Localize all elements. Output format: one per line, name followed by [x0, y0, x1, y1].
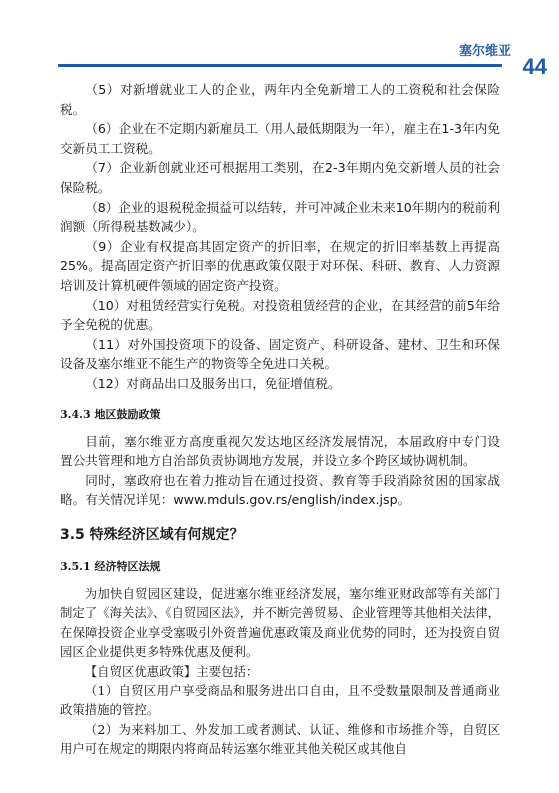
- free-zone-item-2: （2）为来料加工、外发加工或者测试、认证、维修和市场推介等，自贸区用户可在规定的期限内将商品转运塞尔维亚其他关税区或其他自: [60, 721, 500, 757]
- list-item-8: （8）企业的退税税金损益可以结转，并可冲减企业未来10年期内的税前利润额（所得税基数减少）。: [60, 199, 500, 235]
- list-item-11: （11）对外国投资项下的设备、固定资产、科研设备、建材、卫生和环保设备及塞尔维亚不能生产的物资等全免进口关税。: [60, 336, 500, 372]
- list-item-5: （5）对新增就业工人的企业，两年内全免新增工人的工资税和社会保险税。: [60, 82, 500, 117]
- list-item-12: （12）对商品出口及服务出口，免征增值税。: [85, 375, 341, 391]
- list-item-9: （9）企业有权提高其固定资产的折旧率，在规定的折旧率基数上再提高25%。提高固定资产折旧率的优惠政策仅限于对环保、科研、教育、人力资源培训及计算机硬件领域的固定资产投资。: [60, 238, 500, 293]
- header-rule: [58, 64, 502, 67]
- list-item-10: （10）对租赁经营实行免税。对投资租赁经营的企业，在其经营的前5年给予全免税的优惠。: [60, 297, 500, 333]
- section-heading-3-5: 3.5 特殊经济区域有何规定？: [60, 526, 244, 543]
- regional-policy-paragraph: 目前，塞尔维亚方高度重视欠发达地区经济发展情况，本届政府中专门设置公共管理和地方自治部负责协调地方发展，并设立多个跨区域协调机制。: [60, 433, 500, 469]
- section-heading-3-4-3: 3.4.3 地区鼓励政策: [60, 407, 161, 421]
- section-heading-3-5-1: 3.5.1 经济特区法规: [60, 559, 161, 573]
- free-zone-item-1: （1）自贸区用户享受商品和服务进出口自由，且不受数量限制及普通商业政策措施的管控。: [60, 682, 500, 718]
- free-zone-intro-paragraph: 为加快自贸园区建设，促进塞尔维亚经济发展，塞尔维亚财政部等有关部门制定了《海关法》、《自贸园区法》，并不断完善贸易、企业管理等其他相关法律，在保障投资企业享受塞吸引外资普遍优惠政策及商业优势的同时，还为投资自贸园区企业提供更多特殊优惠及便利。: [60, 585, 500, 660]
- running-header: 塞尔维亚: [458, 44, 511, 59]
- page-number: 44: [522, 54, 547, 79]
- list-item-6: （6）企业在不定期内新雇员工（用人最低期限为一年），雇主在1-3年内免交新员工工资税。: [60, 121, 500, 156]
- free-zone-policy-label: 【自贸区优惠政策】主要包括：: [84, 663, 259, 679]
- list-item-7: （7）企业新创就业还可根据用工类别，在2-3年期内免交新增人员的社会保险税。: [60, 160, 500, 195]
- page-content: [60, 80, 500, 759]
- regional-policy-link-paragraph: 同时，塞政府也在着力推动旨在通过投资、教育等手段消除贫困的国家战略。有关情况详见：www.mduls.gov.rs/english/index.jsp。: [60, 472, 500, 508]
